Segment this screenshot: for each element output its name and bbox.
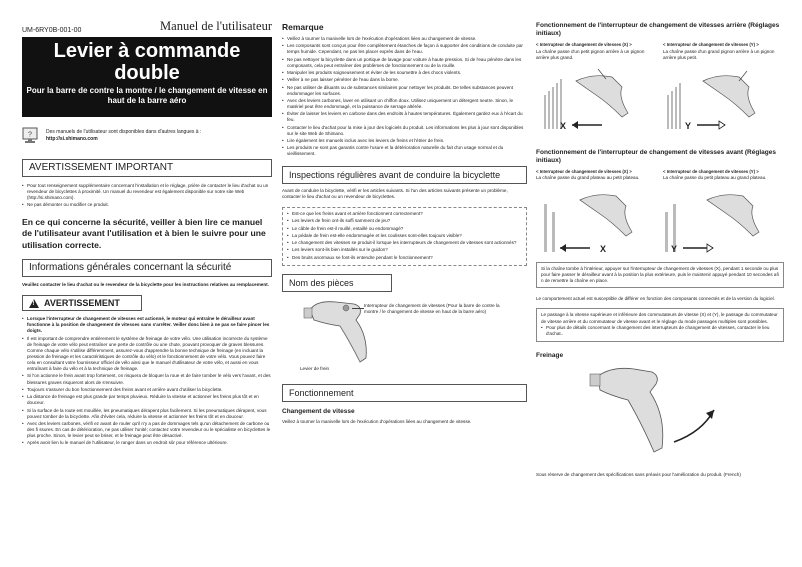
infos-securite-heading: Informations générales concernant la sécurité bbox=[22, 259, 272, 277]
list-item: • Lorsque l'interrupteur de changement de vitesses est actionné, le moteur qui entraîne le dérailleur avant fonctionne à la position de changement de vitesses sans s'arrêter. Veiller donc bien à ne pas se faire pincer les doigts. bbox=[22, 316, 272, 334]
list-item: • Ne pas nettoyer la bicyclette dans un portique de lavage pour voiture à haute pression. Si de l'eau pénètre dans les composants, cela peut entraîner des problèmes de fonctionnement ou de la rouille. bbox=[282, 57, 527, 69]
list-item: • Veillez à tourner la manivelle lors de l'exécution d'opérations liées au changement de vitesse. bbox=[282, 36, 527, 42]
front-note: Si la chaîne tombe à l'intérieur, appuyer sur l'interrupteur de changement de vitesses (X), pendant 1 seconde ou plus pour faire passer le dérailleur avant à la position la plus extérieure, puis le maintenir appuyé pendant 10 secondes afi n de remettre la chaîne en place. bbox=[536, 262, 784, 289]
rear-y-label: Y bbox=[684, 120, 691, 131]
remarque-list bbox=[282, 36, 527, 158]
comportement-text: Le comportement actuel est susceptible de différer en fonction des composants connectés et de la version du logiciel. bbox=[536, 296, 775, 302]
list-item: • Des bruits anormaux se font-ils entendre pendant le fonctionnement? bbox=[287, 255, 522, 261]
rear-x-label: X bbox=[559, 120, 566, 131]
column-right bbox=[536, 0, 784, 478]
list-item: • Contacter le lieu d'achat pour la mise à jour des logiciels du produit. Les informations les plus à jour sont disponibles sur le site Web de Shimano. bbox=[282, 125, 527, 137]
front-y-label: Y bbox=[670, 243, 677, 254]
fonctionnement-heading: Fonctionnement bbox=[282, 384, 527, 402]
list-item: • Est-ce que les freins avant et arrière fonctionnent correctement? bbox=[287, 211, 522, 217]
list-item: • Toujours s'assurer du bon fonctionnement des freins avant et arrière avant d'utiliser la bicyclette. bbox=[22, 387, 272, 393]
list-item: • Les leviers de frein ont-ils suffi samment de jeu? bbox=[287, 218, 522, 224]
nom-pieces-heading: Nom des pièces bbox=[282, 274, 392, 292]
list-item: • Si la surface de la route est mouillée, les pneumatiques dérapent plus facilement. Si les pneumatiques dérapent, vous pouvez tomber de la bicyclette. Afin d'éviter cela, réduire la vitesse et actionner les freins tôt et en douceur. bbox=[22, 408, 272, 420]
security-statement: En ce qui concerne la sécurité, veiller à bien lire ce manuel de l'utilisateur avant l'utilisation et à bien le suivre pour une utilisation correcte. bbox=[22, 216, 266, 250]
list-item: • Pour plus de détails concernant le changement des interrupteurs de changement de vitesses, contacter le lieu d'achat.. bbox=[541, 325, 779, 337]
rear-shift-heading: Fonctionnement de l'interrupteur de changement de vitesses arrière (Réglages initiaux) bbox=[536, 22, 780, 37]
column-middle bbox=[282, 0, 527, 425]
list-item: • Si l'on actionne le frein avant trop fortement, on risquera de bloquer la roue et de faire tomber le vélo vers l'avant, et des blessures graves risqueront alors de s'ensuivre. bbox=[22, 373, 272, 385]
front-figures bbox=[536, 186, 784, 260]
intro-url[interactable]: http://si.shimano.com bbox=[46, 135, 98, 142]
parts-figure bbox=[282, 296, 527, 378]
list-item: • La distance de freinage est plus grande par temps pluvieux. Réduire la vitesse et actionner les freins plus tôt et en douceur. bbox=[22, 394, 272, 406]
inspections-box bbox=[282, 207, 527, 266]
list-item: • Avec des leviers carbones, vérifi ez avant de rouler qu'il n'y a pas de dommages tels qu'un détachement de carbone ou des fi ssures. En cas de détérioration, ne pas utiliser l'unité; contactez votre revendeur ou le spécialiste en bicyclettes le plus proche. Sinon, le levier peut se briser, et le freinage peut être désactivé. bbox=[22, 421, 272, 439]
label-switch: Interrupteur de changement de vitesses (Pour la barre de contre la montre / le changement de vitesse en haut de la barre aéro) bbox=[364, 302, 500, 314]
list-item: • Veiller à ne pas laisser pénétrer de l'eau dans la borne. bbox=[282, 77, 527, 83]
front-x-label: X bbox=[600, 243, 607, 254]
changement-vitesse-heading: Changement de vitesse bbox=[282, 407, 355, 415]
list-item: • Avec des leviers carbones, laver en utilisant un chiffon doux. Utilisez uniquement un détergent neutre. Sinon, le matériel peut être endommagé, et la puissance de serrage altérée. bbox=[282, 98, 527, 110]
info-box-text: Le passage à la vitesse supérieure et inférieure des commutateurs de vitesse (X) et (Y), le passage du commutateur de vitesse arrière et du commutateur de vitesse avant et le réglage du mode passages multiples sont possibles. bbox=[541, 312, 778, 324]
list-item: • Pour tout renseignement supplémentaire concernant l'installation et le réglage, prière de contacter le lieu d'achat ou un revendeur de bicyclettes à proximité. Un manuel du revendeur est également disponible sur notre site Web (http://si.shimano.com). bbox=[22, 183, 272, 201]
front-shift-heading: Fonctionnement de l'interrupteur de changement de vitesses avant (Réglages initiaux) bbox=[536, 148, 776, 164]
avertissement-label: AVERTISSEMENT bbox=[44, 298, 120, 309]
list-item: • Éviter de laisser les leviers en carbone dans des endroits à hautes températures. Également gardez eux à l'écart du feu. bbox=[282, 111, 527, 123]
list-item: • Le changement des vitesses se produit-il lorsque les interrupteurs de changement de vitesses sont actionnés? bbox=[287, 240, 522, 246]
rear-y-illustration bbox=[663, 65, 781, 139]
rear-y-title: < Interrupteur de changement de vitesses (Y) > bbox=[663, 42, 759, 47]
list-item: • Manipuler les produits soigneusement et éviter de les soumettre à des chocs violents. bbox=[282, 70, 527, 76]
rear-figures bbox=[536, 65, 784, 143]
list-item: • Les leviers sont-ils bien installés sur le guidon? bbox=[287, 247, 522, 253]
rear-y-text: La chaîne passe d'un grand pignon arrière à un pignon arrière plus petit. bbox=[663, 48, 775, 60]
info-box-list bbox=[541, 325, 779, 337]
rear-x-title: < Interrupteur de changement de vitesses (X) > bbox=[536, 42, 632, 47]
column-left bbox=[22, 0, 272, 448]
title-line2: double bbox=[114, 62, 180, 84]
avertissement-list bbox=[22, 316, 272, 446]
rear-x-text: La chaîne passe d'un petit pignon arrière à un pignon arrière plus grand. bbox=[536, 48, 645, 60]
avertissement-important-list bbox=[22, 183, 272, 209]
list-item: • Le câble de frein est-il rouillé, entaillé ou endommagé? bbox=[287, 226, 522, 232]
list-item: • Il est important de comprendre entièrement le système de freinage de votre vélo. Une utilisation incorrecte du système de freinage de votre vélo peut entraîner une perte de contrôle ou une chute, pouvant provoquer de graves blessures. Comme chaque vélo s'utilise différemment, assurez-vous d'apprendre la bonne technique de freinage (en incluant la pression de freinage et les caractéristiques de contrôle du vélo) et le fonctionnement de votre vélo. Vous pouvez faire cela en consultant votre fournisseur officiel de vélo ainsi que le manuel d'utilisateur de votre vélo, et aussi en vous entraînant à faire du vélo et à la technique de freinage. bbox=[22, 336, 272, 373]
warning-icon: ! bbox=[29, 299, 39, 308]
title-subtitle: Pour la barre de contre la montre / le changement de vitesse en haut de la barre aéro bbox=[26, 86, 268, 105]
list-item: • Les produits ne sont pas garantis contre l'usure et la détérioration naturelle du fait d'un usage normal et du vieillissement. bbox=[282, 145, 527, 157]
inspections-list bbox=[287, 211, 522, 261]
intro-text: Des manuels de l'utilisateur sont disponibles dans d'autres langues à : bbox=[46, 129, 202, 135]
freinage-figure bbox=[536, 360, 784, 466]
label-brake: Levier de frein bbox=[300, 365, 330, 371]
title-block bbox=[22, 37, 272, 117]
intro-block bbox=[22, 127, 272, 149]
front-y-text: La chaîne passe du petit plateau au grand plateau. bbox=[663, 175, 767, 181]
list-item: • La pédale de frein est-elle endommagée et les coulisses sont-elles toujours visible? bbox=[287, 233, 522, 239]
svg-text:?: ? bbox=[28, 131, 32, 139]
list-item: • Ne pas démonter ou modifier ce produit. bbox=[22, 202, 272, 208]
avertissement-box bbox=[22, 295, 142, 311]
front-x-title: < Interrupteur de changement de vitesses (X) > bbox=[536, 168, 632, 174]
footer-note: Sous réserve de changement des spécifications sans préavis pour l'amélioration du produit. (French) bbox=[536, 472, 741, 478]
brake-illustration bbox=[576, 360, 756, 464]
front-y-title: < Interrupteur de changement de vitesses (Y) > bbox=[663, 168, 759, 174]
front-y-illustration bbox=[663, 186, 781, 258]
title-line1: Levier à commande bbox=[53, 40, 241, 62]
front-x-text: La chaîne passe du grand plateau au petit plateau. bbox=[536, 175, 640, 181]
manual-label: Manuel de l'utilisateur bbox=[160, 19, 272, 33]
inspections-heading: Inspections régulières avant de conduire la bicyclette bbox=[282, 166, 527, 184]
freinage-heading: Freinage bbox=[536, 352, 564, 360]
list-item: • Les composants sont conçus pour être complètement étanches de façon à supporter des conditions de conduite par temps humide. Cependant, ne pas les placer exprès dans de l'eau. bbox=[282, 43, 527, 55]
changement-vitesse-text: Veillez à tourner la manivelle lors de l'exécution d'opérations liées au changement de vitesse. bbox=[282, 418, 472, 424]
front-x-illustration bbox=[536, 186, 654, 258]
doc-code: UM-6RY0B-001-00 bbox=[22, 27, 82, 34]
info-box bbox=[536, 308, 784, 342]
list-item: • Après avoir lien lu le manuel de l'utilisateur, le ranger dans un endroit sûr pour référence ultérieure. bbox=[22, 440, 272, 446]
list-item: • Lire également les manuels inclus avec les leviers de freins et l'étrier de frein. bbox=[282, 138, 527, 144]
rear-x-illustration bbox=[536, 65, 654, 139]
inspections-intro: Avant de conduire la bicyclette, vérifi er les articles suivants. Si l'un des articles suivants présente un problème, contacter le lieu d'achat ou un revendeur de bicyclettes. bbox=[282, 187, 508, 199]
remarque-heading: Remarque bbox=[282, 22, 324, 32]
computer-icon bbox=[22, 127, 38, 144]
avertissement-important-heading: AVERTISSEMENT IMPORTANT bbox=[22, 159, 272, 177]
list-item: • Ne pas utiliser de diluants ou de substances similaires pour nettoyer les produits. De telles substances peuvent endommager les surfaces. bbox=[282, 85, 527, 97]
infos-securite-intro: Veuillez contacter le lieu d'achat ou le revendeur de la bicyclette pour les instructions relatives au remplacement. bbox=[22, 282, 269, 288]
